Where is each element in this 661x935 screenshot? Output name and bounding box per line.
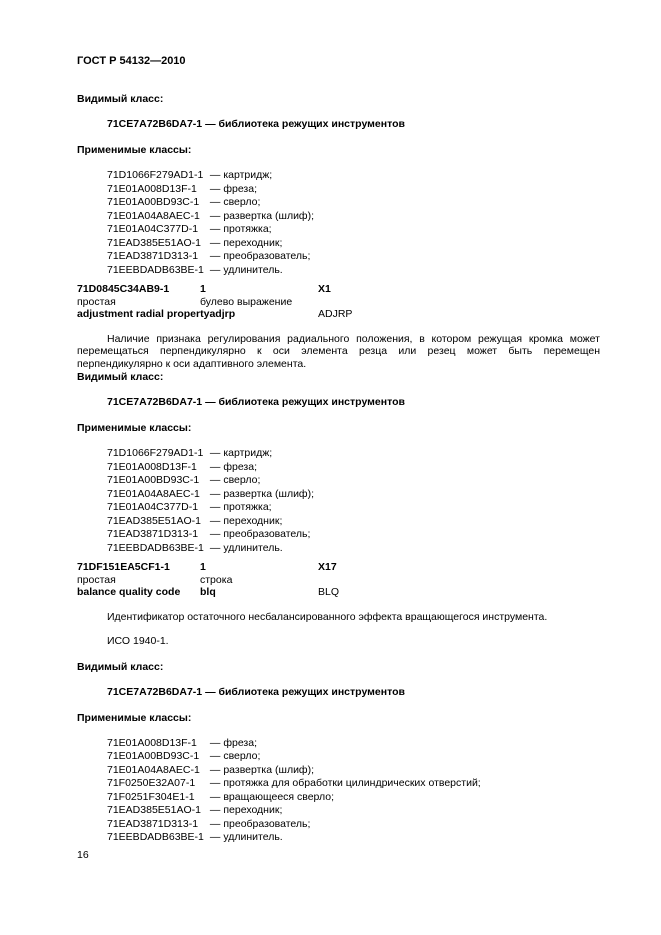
class-name: преобразователь; [223, 528, 311, 540]
class-id: 71EEBDADB63BE-1 [107, 263, 204, 276]
class-id: 71D1066F279AD1-1 [107, 169, 204, 181]
library-class-name: библиотека режущих инструментов [218, 118, 405, 130]
dash-separator: — [205, 118, 216, 130]
iso-reference: ИСО 1940-1. [107, 635, 169, 647]
property-block [77, 283, 600, 321]
class-name: развертка (шлиф); [223, 487, 314, 500]
dash-separator: — [209, 263, 221, 276]
dash-separator: — [209, 528, 221, 540]
property-kind: простая [77, 573, 116, 586]
class-id: 71E01A04A8AEC-1 [107, 763, 200, 776]
dash-separator: — [209, 501, 221, 513]
dash-separator: — [209, 790, 221, 803]
class-id: 71F0251F304E1-1 [107, 790, 195, 803]
dash-separator: — [205, 396, 216, 408]
class-list-item [107, 831, 600, 845]
class-name: фреза; [223, 460, 258, 473]
dash-separator: — [209, 182, 221, 195]
class-name: фреза; [223, 182, 258, 195]
dash-separator: — [209, 447, 221, 459]
class-id: 71E01A008D13F-1 [107, 736, 197, 749]
property-datatype: строка [200, 573, 233, 586]
class-list-item [107, 264, 600, 278]
class-id: 71E01A00BD93C-1 [107, 750, 200, 762]
class-list-item [107, 183, 600, 197]
dash-separator: — [209, 831, 221, 843]
class-id: 71E01A008D13F-1 [107, 460, 197, 473]
property-abbr: ADJRP [318, 308, 353, 320]
applicable-classes-list [107, 447, 600, 555]
dash-separator: — [209, 777, 221, 789]
class-name: удлинитель. [223, 831, 283, 843]
applicable-classes-list [107, 169, 600, 277]
class-id: 71E01A008D13F-1 [107, 182, 197, 195]
property-abbr: BLQ [318, 586, 340, 598]
visible-class-label: Видимый класс: [77, 371, 164, 383]
class-name: протяжка для обработки цилиндрических отверстий; [223, 777, 481, 789]
property-name: adjustment radial property [77, 308, 210, 320]
library-class-line [107, 686, 600, 699]
class-name: сверло; [223, 196, 261, 208]
class-name: переходник; [223, 514, 283, 527]
class-name: удлинитель. [223, 263, 283, 276]
class-name: протяжка; [223, 501, 272, 513]
library-class-id: 71CE7A72B6DA7-1 [107, 118, 203, 130]
property-short-name: blq [200, 586, 216, 598]
dash-separator: — [209, 474, 221, 486]
class-list-item [107, 818, 600, 832]
class-id: 71EAD385E51AO-1 [107, 804, 201, 816]
class-name: протяжка; [223, 223, 272, 235]
library-class-name: библиотека режущих инструментов [218, 396, 405, 408]
class-name: переходник; [223, 804, 283, 816]
class-list-item [107, 210, 600, 224]
class-list-item [107, 501, 600, 515]
class-list-item [107, 196, 600, 210]
class-list-item [107, 804, 600, 818]
class-id: 71E01A00BD93C-1 [107, 196, 200, 208]
visible-class-label: Видимый класс: [77, 93, 164, 105]
class-list-item [107, 223, 600, 237]
property-code: 71D0845C34AB9-1 [77, 283, 170, 295]
property-datatype: булево выражение [200, 295, 293, 308]
property-short-name: adjrp [209, 308, 236, 320]
class-name: картридж; [223, 169, 273, 181]
dash-separator: — [209, 209, 221, 222]
class-name: вращающееся сверло; [223, 790, 335, 803]
property-cardinality: 1 [200, 283, 206, 295]
class-id: 71D1066F279AD1-1 [107, 447, 204, 459]
class-name: развертка (шлиф); [223, 209, 314, 222]
dash-separator: — [209, 514, 221, 527]
dash-separator: — [209, 487, 221, 500]
page-number: 16 [77, 848, 89, 861]
class-id: 71EEBDADB63BE-1 [107, 541, 204, 554]
class-list-item [107, 250, 600, 264]
class-name: переходник; [223, 236, 283, 249]
dash-separator: — [209, 250, 221, 262]
dash-separator: — [209, 223, 221, 235]
class-name: преобразователь; [223, 250, 311, 262]
class-name: картридж; [223, 447, 273, 459]
applicable-classes-label: Применимые классы: [77, 144, 192, 156]
class-list-item [107, 528, 600, 542]
class-list-item [107, 750, 600, 764]
property-name-row [77, 308, 600, 321]
visible-class-label: Видимый класс: [77, 660, 164, 673]
dash-separator: — [209, 460, 221, 473]
property-type-row [77, 574, 600, 587]
class-id: 71EAD3871D313-1 [107, 250, 199, 262]
class-id: 71EAD385E51AO-1 [107, 514, 201, 527]
property-cardinality: 1 [200, 561, 206, 573]
class-list-item [107, 791, 600, 805]
class-list-item [107, 542, 600, 556]
class-list-item [107, 764, 600, 778]
dash-separator: — [209, 196, 221, 208]
dash-separator: — [209, 817, 221, 830]
property-name: balance quality code [77, 586, 181, 598]
property-xcode: X1 [318, 283, 331, 295]
class-id: 71E01A04A8AEC-1 [107, 209, 200, 222]
class-id: 71EEBDADB63BE-1 [107, 831, 204, 843]
library-class-name: библиотека режущих инструментов [218, 685, 405, 698]
class-id: 71E01A04C377D-1 [107, 501, 199, 513]
dash-separator: — [209, 236, 221, 249]
applicable-classes-label: Применимые классы: [77, 422, 192, 434]
class-name: удлинитель. [223, 541, 283, 554]
dash-separator: — [205, 685, 216, 698]
class-id: 71E01A04C377D-1 [107, 223, 199, 235]
applicable-classes-label: Применимые классы: [77, 711, 192, 724]
class-list-item [107, 447, 600, 461]
class-name: сверло; [223, 474, 261, 486]
dash-separator: — [209, 541, 221, 554]
class-id: 71EAD3871D313-1 [107, 528, 199, 540]
library-class-line [107, 396, 600, 409]
class-list-item [107, 461, 600, 475]
class-name: фреза; [223, 736, 258, 749]
document-header: ГОСТ Р 54132—2010 [77, 55, 186, 67]
property-xcode: X17 [318, 561, 337, 573]
property-type-row [77, 296, 600, 309]
property-description: Наличие признака регулирования радиального положения, в котором режущая кромка может перемещаться перпендикулярно к оси элемента резца или резец может быть перемещен перпендикулярно к оси адаптивного элемента. [77, 332, 600, 370]
class-id: 71E01A00BD93C-1 [107, 474, 200, 486]
dash-separator: — [209, 804, 221, 816]
class-name: преобразователь; [223, 817, 311, 830]
class-list-item [107, 515, 600, 529]
property-header-row [77, 561, 600, 574]
dash-separator: — [209, 763, 221, 776]
property-code: 71DF151EA5CF1-1 [77, 561, 170, 573]
dash-separator: — [209, 750, 221, 762]
class-id: 71EAD385E51AO-1 [107, 236, 201, 249]
class-list-item [107, 169, 600, 183]
property-description: Идентификатор остаточного несбалансированного эффекта вращающегося инструмента. [107, 610, 548, 623]
class-id: 71E01A04A8AEC-1 [107, 487, 200, 500]
property-name-row [77, 586, 600, 599]
library-class-id: 71CE7A72B6DA7-1 [107, 685, 203, 698]
library-class-line [107, 118, 600, 131]
property-block [77, 561, 600, 599]
library-class-id: 71CE7A72B6DA7-1 [107, 396, 203, 408]
class-name: развертка (шлиф); [223, 763, 314, 776]
dash-separator: — [209, 736, 221, 749]
class-list-item [107, 474, 600, 488]
class-id: 71EAD3871D313-1 [107, 817, 199, 830]
class-list-item [107, 777, 600, 791]
class-list-item [107, 737, 600, 751]
applicable-classes-list [107, 737, 600, 845]
property-header-row [77, 283, 600, 296]
class-id: 71F0250E32A07-1 [107, 777, 196, 789]
dash-separator: — [209, 169, 221, 181]
class-name: сверло; [223, 750, 261, 762]
class-list-item [107, 237, 600, 251]
class-list-item [107, 488, 600, 502]
property-kind: простая [77, 295, 116, 308]
